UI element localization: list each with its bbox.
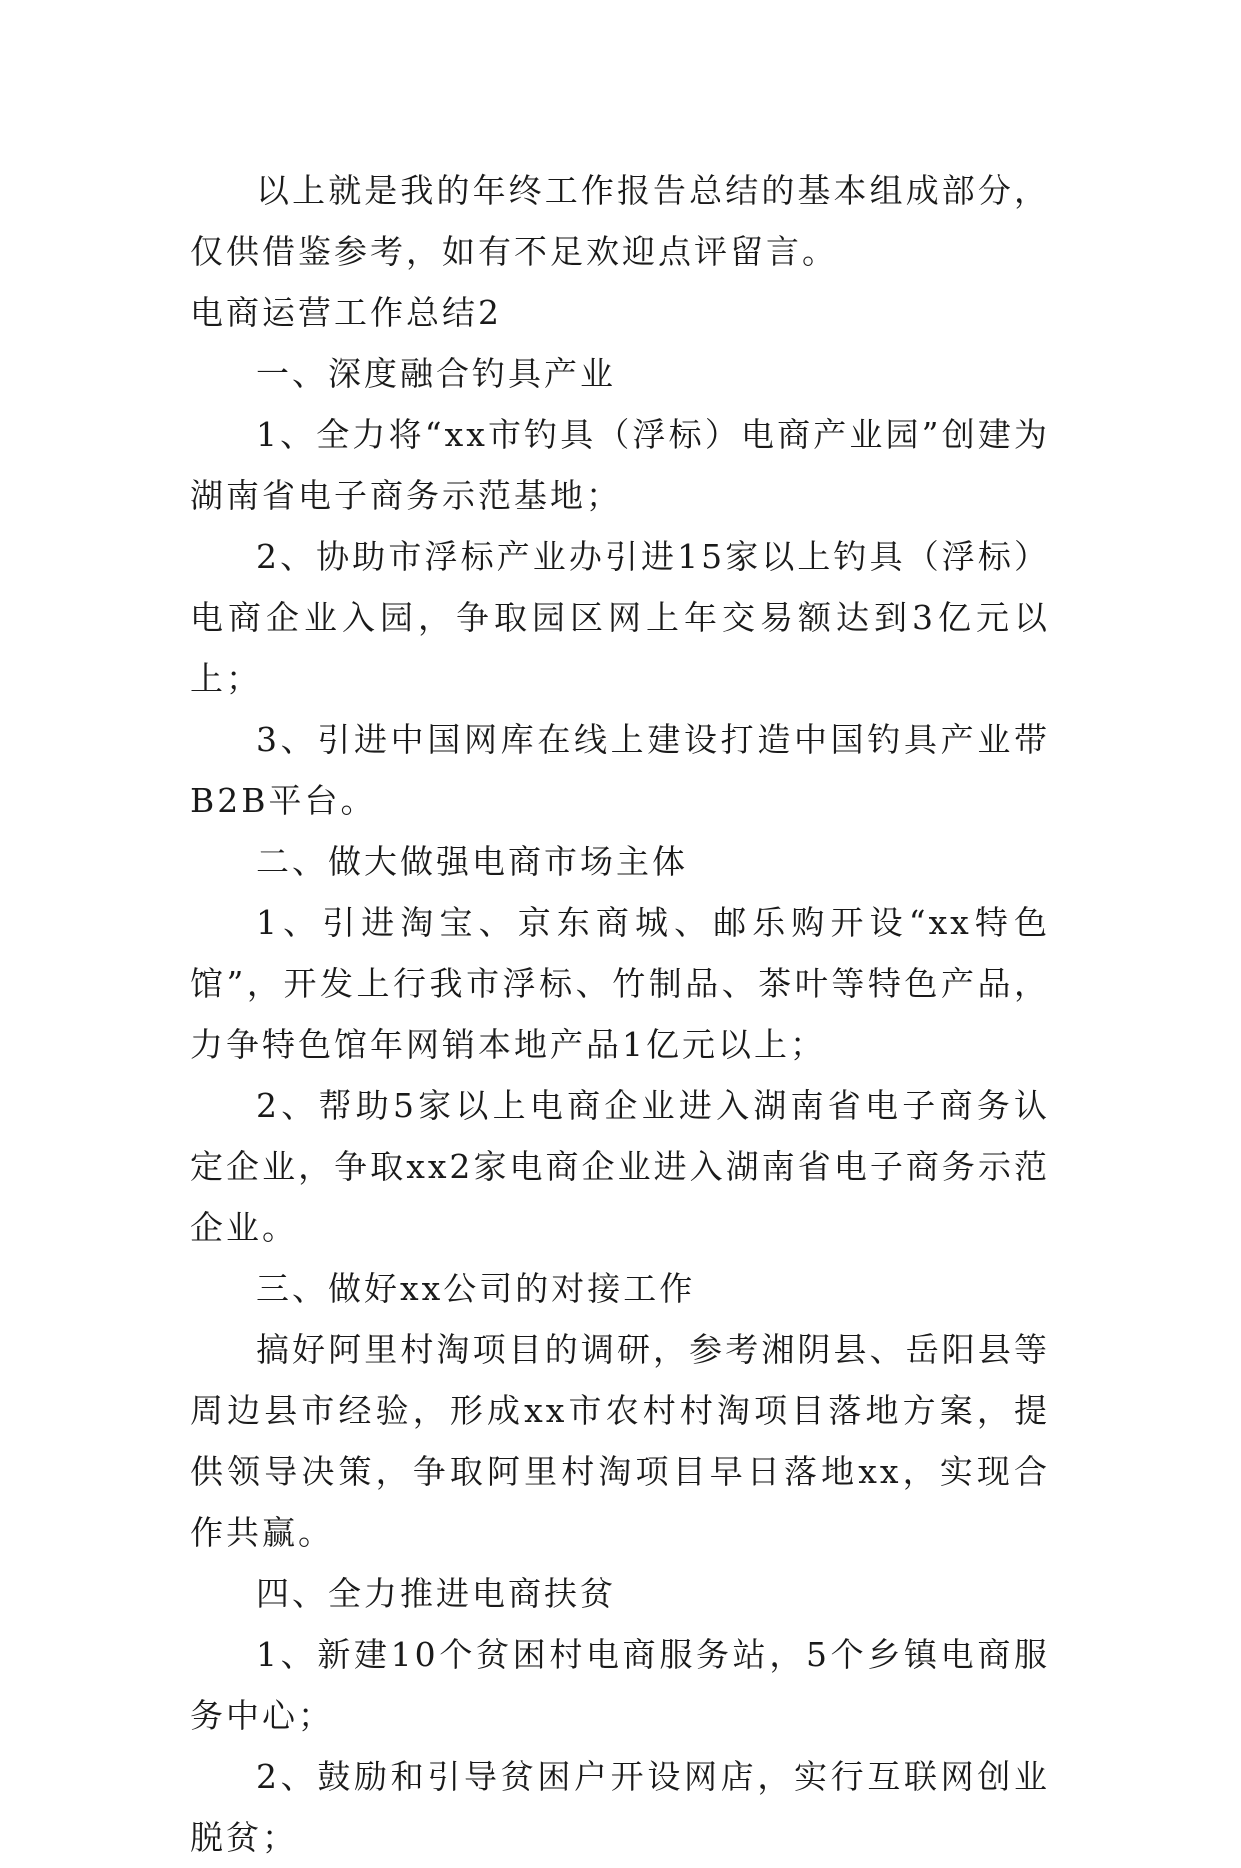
item-1-2: 2、协助市浮标产业办引进15家以上钓具（浮标）电商企业入园，争取园区网上年交易额达到3亿元以上； — [190, 537, 1050, 698]
heading-3: 三、做好xx公司的对接工作 — [256, 1269, 696, 1308]
heading-2: 二、做大做强电商市场主体 — [256, 842, 688, 881]
item-2-1: 1、引进淘宝、京东商城、邮乐购开设“xx特色馆”，开发上行我市浮标、竹制品、茶叶等特色产品，力争特色馆年网销本地产品1亿元以上； — [190, 903, 1050, 1064]
heading-1: 一、深度融合钓具产业 — [256, 354, 616, 393]
item-1-3: 3、引进中国网库在线上建设打造中国钓具产业带B2B平台。 — [190, 720, 1050, 820]
item-4-2: 2、鼓励和引导贫困户开设网店，实行互联网创业脱贫； — [190, 1757, 1050, 1857]
closing-paragraph: 以上就是我的年终工作报告总结的基本组成部分，仅供借鉴参考，如有不足欢迎点评留言。 — [190, 171, 1050, 271]
heading-4: 四、全力推进电商扶贫 — [256, 1574, 616, 1613]
item-2-2: 2、帮助5家以上电商企业进入湖南省电子商务认定企业，争取xx2家电商企业进入湖南省电子商务示范企业。 — [190, 1086, 1050, 1247]
section-title: 电商运营工作总结2 — [190, 293, 502, 332]
item-4-1: 1、新建10个贫困村电商服务站，5个乡镇电商服务中心； — [190, 1635, 1050, 1735]
item-1-1: 1、全力将“xx市钓具（浮标）电商产业园”创建为湖南省电子商务示范基地； — [190, 415, 1050, 515]
paragraph-3: 搞好阿里村淘项目的调研，参考湘阴县、岳阳县等周边县市经验，形成xx市农村村淘项目落地方案，提供领导决策，争取阿里村淘项目早日落地xx，实现合作共赢。 — [190, 1330, 1050, 1552]
document-body — [190, 160, 1050, 1868]
